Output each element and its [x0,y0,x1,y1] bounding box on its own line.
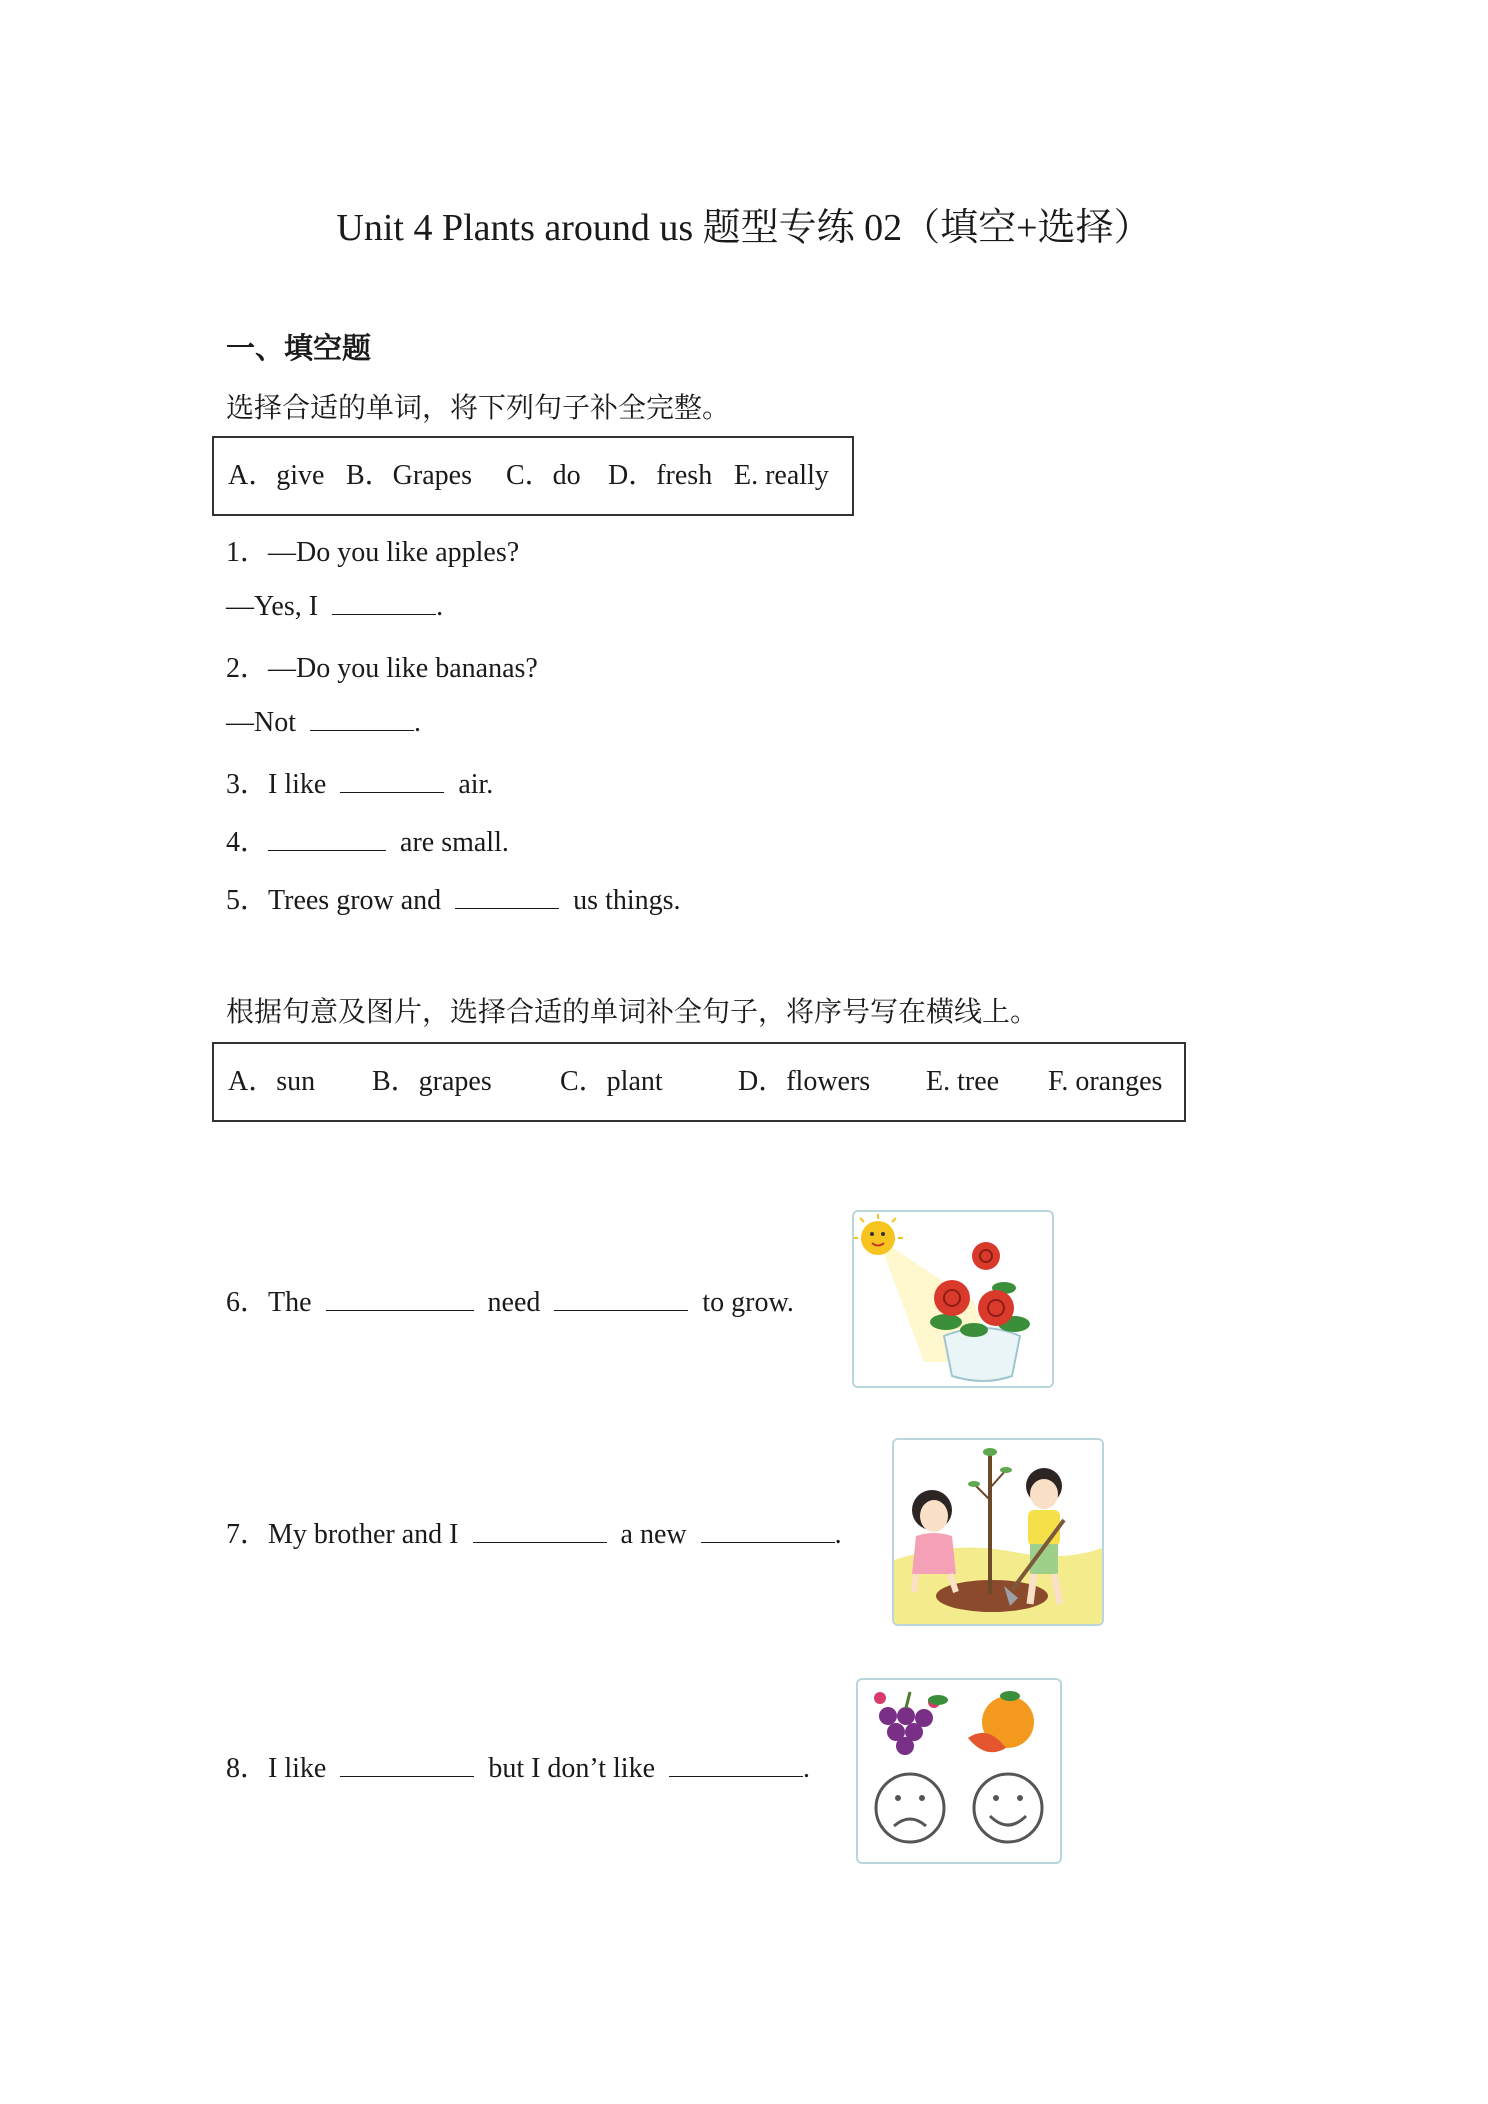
question-8 [226,1746,810,1786]
question-text: air. [458,769,494,800]
worksheet-title: Unit 4 Plants around us 题型专练 02（填空+选择） [336,207,1152,249]
question-text: to grow. [702,1287,794,1318]
question-text: 6．The [226,1287,312,1318]
question-5 [226,878,681,918]
question-1-answer-line [226,588,443,623]
answer-blank[interactable] [473,1516,607,1543]
answer-blank[interactable] [340,766,444,793]
word-option: F. oranges [1048,1066,1163,1097]
question-2-answer-line [226,704,421,739]
question-text: a new [620,1519,687,1550]
word-option: D．fresh [608,460,713,491]
answer-blank[interactable] [310,704,414,731]
word-option: E. really [734,460,829,491]
answer-blank[interactable] [669,1750,803,1777]
answer-blank[interactable] [326,1284,474,1311]
answer-blank[interactable] [455,882,559,909]
question-text: —Not [226,707,296,738]
word-bank-1 [212,436,854,516]
children-planting-tree-picture [892,1438,1104,1626]
question-text: —Yes, I [226,591,319,622]
question-2-prompt: 2．—Do you like bananas? [226,653,538,684]
word-option: C．plant [560,1066,663,1097]
question-text: . [414,707,421,738]
question-text: us things. [573,885,681,916]
answer-blank[interactable] [268,824,386,851]
answer-blank[interactable] [554,1284,688,1311]
question-text: 3．I like [226,769,327,800]
word-option: D．flowers [738,1066,871,1097]
answer-blank[interactable] [340,1750,474,1777]
word-option: A．give [228,460,325,491]
word-option: B．grapes [372,1066,492,1097]
part2-instruction: 根据句意及图片，选择合适的单词补全句子，将序号写在横线上。 [226,995,1039,1028]
question-text: . [436,591,444,622]
question-3 [226,762,493,802]
word-option: E. tree [926,1066,1000,1097]
word-option: C．do [506,460,581,491]
section-heading: 一、填空题 [226,331,372,365]
question-text: 4． [226,827,269,858]
question-text: 7．My brother and I [226,1519,459,1550]
part1-instruction: 选择合适的单词，将下列句子补全完整。 [226,391,731,424]
question-text: . [834,1519,842,1550]
sun-flowers-picture [852,1210,1054,1388]
question-text: need [487,1287,541,1318]
question-4 [226,820,509,860]
question-text: but I don’t like [488,1753,655,1784]
question-text: 8．I like [226,1753,327,1784]
answer-blank[interactable] [332,588,436,615]
question-text: . [803,1753,810,1784]
question-7 [226,1512,842,1552]
grapes-oranges-faces-picture [856,1678,1062,1864]
question-text: are small. [400,827,509,858]
answer-blank[interactable] [701,1516,835,1543]
word-option: B．Grapes [346,460,472,491]
question-1-prompt: 1．—Do you like apples? [226,537,520,568]
word-option: A．sun [228,1066,316,1097]
word-bank-2 [212,1042,1186,1122]
question-6 [226,1280,794,1320]
question-text: 5．Trees grow and [226,885,442,916]
